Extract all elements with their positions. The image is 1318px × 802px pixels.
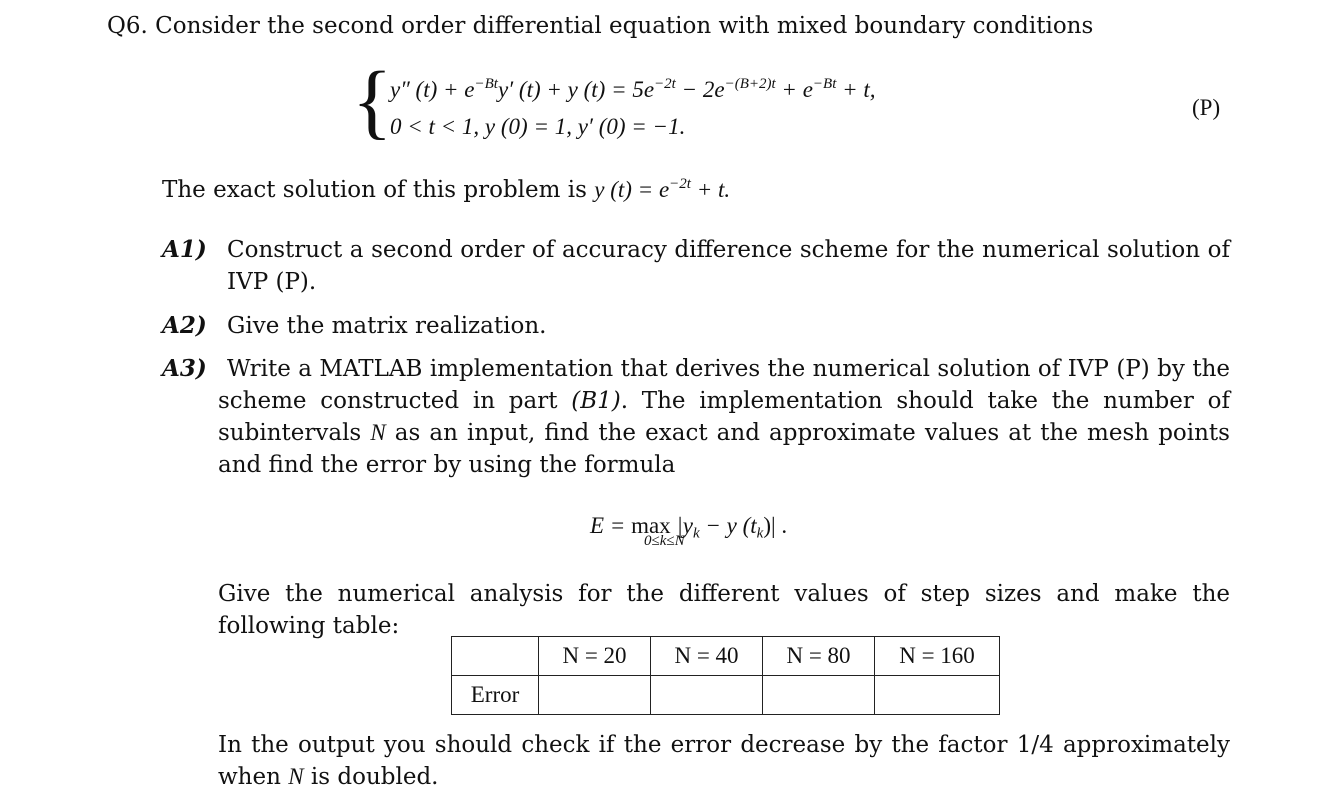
equation-line-2: 0 < t < 1, y (0) = 1, y′ (0) = −1. xyxy=(390,114,686,139)
left-brace: { xyxy=(352,55,393,148)
question-heading xyxy=(107,10,1093,42)
table-cell xyxy=(763,676,875,715)
table-header-cell: N = 20 xyxy=(539,637,651,676)
table-cell xyxy=(651,676,763,715)
question-intro: Consider the second order differential equation with mixed boundary conditions xyxy=(155,13,1094,39)
question-number: Q6. xyxy=(107,13,148,39)
max-operator: max xyxy=(631,513,671,538)
part-a2-text: Give the matrix realization. xyxy=(227,313,547,339)
part-a3-text: Write a MATLAB implementation that derives the numerical solution of IVP (P) by the scheme constructed in part (B1). The implementation should take the number of subintervals N as an input, find the exact and approximate values at the mesh points and find the error by using the formula xyxy=(218,356,1230,478)
table-cell xyxy=(875,676,1000,715)
table-header-cell: N = 80 xyxy=(763,637,875,676)
error-formula: $E = \max |y_k - y$ $(t_k)|$ . xyxy=(590,513,788,542)
table-cell xyxy=(539,676,651,715)
error-table xyxy=(451,636,1000,715)
max-subscript: 0≤k≤N xyxy=(644,533,685,549)
part-a1-label: A1) xyxy=(162,236,207,263)
equation-label: (P) xyxy=(1192,95,1221,120)
table-header-row xyxy=(452,637,1000,676)
exact-solution: The exact solution of this problem is y $(t) = e^{-2t} + t$. xyxy=(162,176,731,203)
table-header-cell: N = 160 xyxy=(875,637,1000,676)
equation-line-1: y″ $(t) + e^{-Bt}y'$ (t) + y $(t) = 5e^{-2t} - 2e^{-(B+2)t} + e^{-Bt} + t$, xyxy=(390,76,876,102)
part-a2-label: A2) xyxy=(162,312,207,339)
part-a1-text: Construct a second order of accuracy difference scheme for the numerical solution of IVP (P). xyxy=(227,237,1230,295)
table-header-cell xyxy=(452,637,539,676)
part-a3-label: A3) xyxy=(162,355,207,382)
table-row-label: Error xyxy=(452,676,539,715)
analysis-text: Give the numerical analysis for the different values of step sizes and make the following table: xyxy=(218,581,1230,639)
table-header-cell: N = 40 xyxy=(651,637,763,676)
table-row xyxy=(452,676,1000,715)
output-note: In the output you should check if the error decrease by the factor 1/4 approximately when N is doubled. xyxy=(218,732,1230,790)
